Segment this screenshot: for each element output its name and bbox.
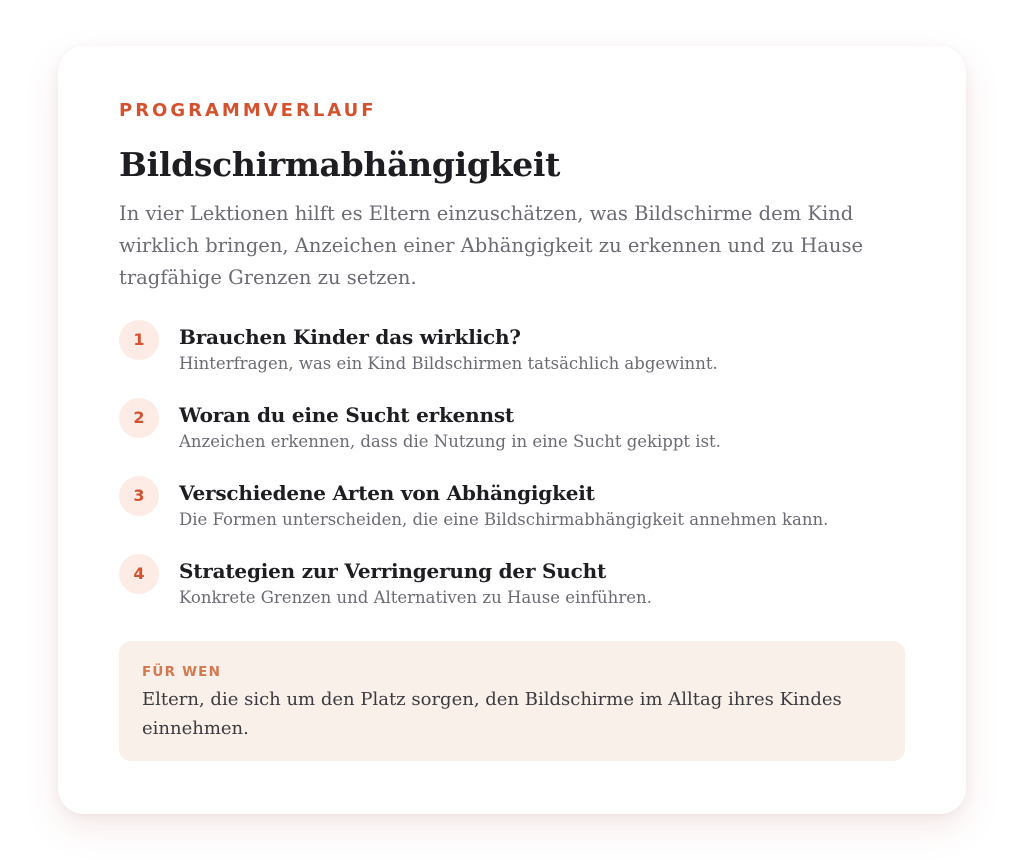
lesson-number-badge: 1 [119, 320, 159, 360]
lesson-item [119, 476, 919, 554]
program-card [58, 46, 966, 814]
audience-text: Eltern, die sich um den Platz sorgen, den Bildschirme im Alltag ihres Kindes einnehmen. [142, 689, 842, 739]
lesson-number-badge: 2 [119, 398, 159, 438]
lesson-list [119, 320, 919, 632]
lesson-item [119, 320, 919, 398]
lesson-number-badge: 3 [119, 476, 159, 516]
lesson-item [119, 398, 919, 476]
audience-label: FÜR WEN [142, 664, 222, 680]
section-eyebrow: PROGRAMMVERLAUF [119, 100, 377, 121]
lesson-number-badge: 4 [119, 554, 159, 594]
lesson-description: Konkrete Grenzen und Alternativen zu Hause einführen. [179, 588, 652, 607]
lesson-item [119, 554, 919, 632]
lesson-title: Strategien zur Verringerung der Sucht [179, 559, 606, 583]
lesson-description: Anzeichen erkennen, dass die Nutzung in eine Sucht gekippt ist. [179, 432, 721, 451]
lesson-description: Die Formen unterscheiden, die eine Bildschirmabhängigkeit annehmen kann. [179, 510, 829, 529]
program-intro: In vier Lektionen hilft es Eltern einzuschätzen, was Bildschirme dem Kind wirklich bringen, Anzeichen einer Abhängigkeit zu erkennen und zu Hause tragfähige Grenzen zu setzen. [119, 202, 864, 289]
lesson-title: Brauchen Kinder das wirklich? [179, 325, 521, 349]
lesson-title: Verschiedene Arten von Abhängigkeit [179, 481, 595, 505]
lesson-description: Hinterfragen, was ein Kind Bildschirmen tatsächlich abgewinnt. [179, 354, 718, 373]
lesson-title: Woran du eine Sucht erkennst [179, 403, 514, 427]
audience-box [119, 641, 905, 761]
program-title: Bildschirmabhängigkeit [119, 145, 561, 184]
